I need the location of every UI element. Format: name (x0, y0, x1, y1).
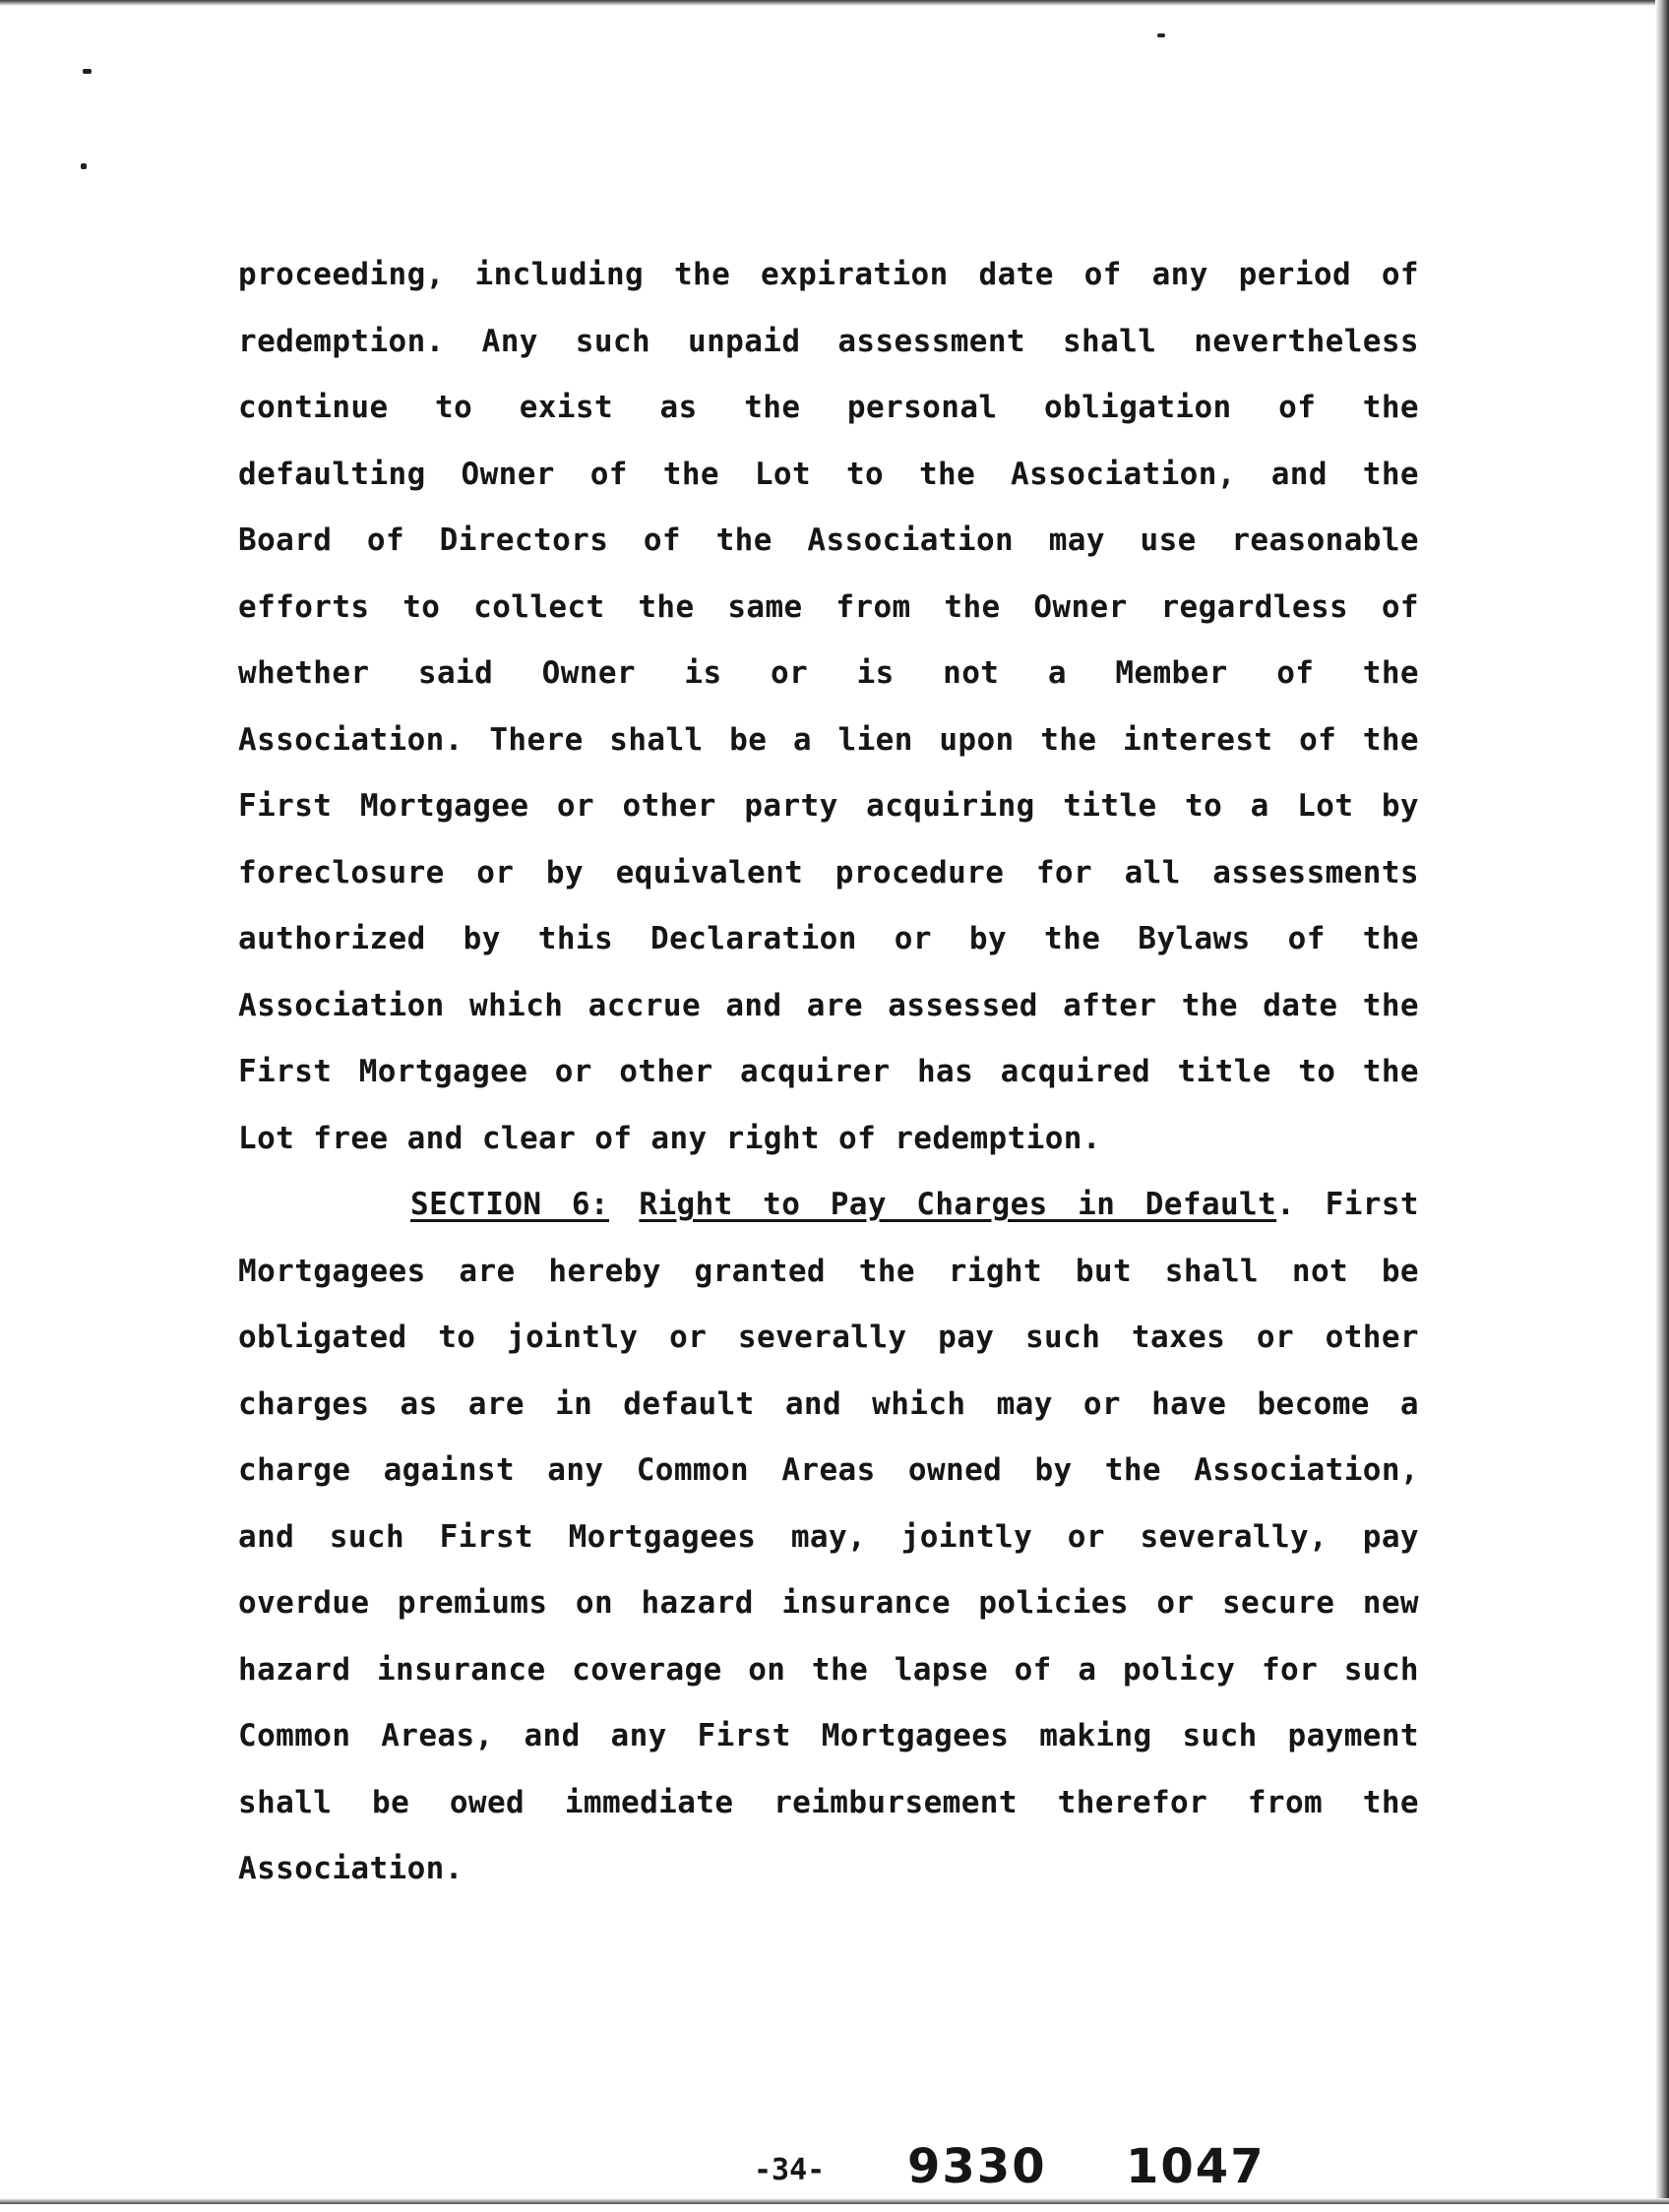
text-line: First Mortgagee or other party acquiring title to a Lot by (238, 788, 1419, 824)
text-line: Mortgagees are hereby granted the right but shall not be (238, 1253, 1419, 1289)
scan-speck (81, 163, 87, 169)
page-footer (0, 2139, 1669, 2212)
section-title: Right to Pay Charges in Default (639, 1187, 1277, 1222)
text-line: proceeding, including the expiration date of any period of (238, 257, 1419, 292)
text-line: obligated to jointly or severally pay such taxes or other (238, 1320, 1419, 1355)
section-heading-line (238, 1172, 1419, 1239)
scan-edge-top (0, 0, 1669, 6)
text-line: Association. There shall be a lien upon the interest of the (238, 721, 1419, 758)
text-line: defaulting Owner of the Lot to the Association, and the (238, 456, 1419, 492)
text-line: efforts to collect the same from the Owner regardless of (238, 588, 1419, 625)
scan-speck (83, 69, 92, 74)
text-line: hazard insurance coverage on the lapse of a policy for such (238, 1651, 1419, 1688)
text-line: and such First Mortgagees may, jointly or severally, pay (238, 1518, 1419, 1555)
text-line: whether said Owner is or is not a Member of the (238, 655, 1419, 691)
section-title-period: . (1276, 1187, 1296, 1222)
text-line: shall be owed immediate reimbursement therefor from the (238, 1784, 1419, 1820)
text-line: Common Areas, and any First Mortgagees making such payment (238, 1718, 1419, 1753)
text-line: redemption. Any such unpaid assessment shall nevertheless (238, 323, 1419, 359)
text-line: charges as are in default and which may or have become a (238, 1385, 1419, 1422)
text-line: Lot free and clear of any right of redemption. (238, 1120, 1101, 1156)
text-line: First Mortgagee or other acquirer has acquired title to the (238, 1054, 1419, 1089)
text-line: foreclosure or by equivalent procedure for all assessments (238, 854, 1419, 891)
page-number: -34- (754, 2153, 826, 2187)
text-line: continue to exist as the personal obligation of the (238, 390, 1419, 425)
scan-speck (1157, 33, 1165, 37)
scan-edge-right (1655, 0, 1669, 2204)
text-line: charge against any Common Areas owned by the Association, (238, 1452, 1419, 1488)
text-line: Board of Directors of the Association may use reasonable (238, 522, 1419, 558)
section-heading: SECTION 6: (410, 1187, 609, 1222)
section-first-line-rest: First (1325, 1187, 1419, 1222)
body-text (238, 242, 1419, 1903)
document-number-stamp: 1047 (1126, 2139, 1266, 2194)
text-line: Association which accrue and are assessed after the date the (238, 987, 1419, 1023)
text-line: overdue premiums on hazard insurance policies or secure new (238, 1585, 1419, 1621)
text-line: Association. (238, 1851, 464, 1886)
text-line: authorized by this Declaration or by the Bylaws of the (238, 921, 1419, 956)
document-number-stamp: 9330 (907, 2139, 1047, 2194)
